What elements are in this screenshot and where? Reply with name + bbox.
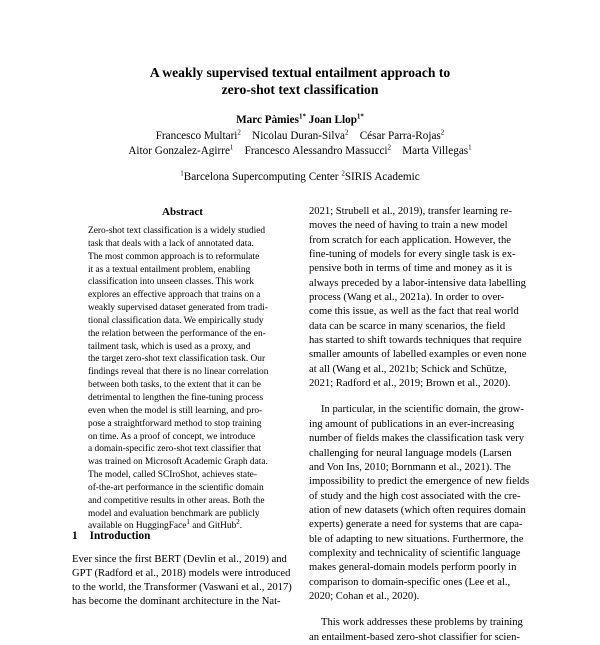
text-line: and Von Ins, 2010; Bornmann et al., 2021). The: [309, 461, 511, 473]
section-number: 1: [72, 530, 78, 542]
text-line: on time. As a proof of concept, we introduce: [88, 431, 256, 442]
author-sup: 1: [468, 143, 472, 152]
author-row-3: [40, 144, 560, 158]
text-line: at all (Wang et al., 2021b; Schick and Schütze,: [309, 363, 507, 375]
text-line: was trained on Microsoft Academic Graph data.: [88, 457, 268, 468]
author-name: Joan Llop: [308, 114, 357, 126]
section-title: Introduction: [89, 530, 151, 542]
text-line: data can be scarce in many scenarios, the field: [309, 320, 506, 332]
section-heading: [72, 530, 150, 542]
text-line: classification into unseen classes. This work: [88, 277, 254, 288]
text-line: makes general-domain models perform poorly in: [309, 562, 517, 574]
author-sup: 2: [387, 143, 392, 152]
text-line: ble of adapting to new situations. Furthermore, the: [309, 533, 524, 545]
author-sup: 1*: [356, 112, 364, 121]
abstract-body: [88, 225, 272, 533]
text-line: 2021; Strubell et al., 2019), transfer learning re-: [309, 206, 512, 217]
text-line: smaller amounts of labelled examples or even none: [309, 349, 527, 361]
footnote-marker: 1: [186, 518, 190, 527]
author-name: Francesco Alessandro Massucci: [244, 145, 388, 157]
text-line: has started to shift towards techniques that require: [309, 335, 522, 347]
text-line: comparison to domain-specific ones (Lee et al.,: [309, 576, 511, 588]
text-line: from scratch for each application. However, the: [309, 234, 511, 246]
intro-body: [72, 553, 297, 609]
text-line: weakly supervised dataset generated from tradi-: [88, 303, 268, 314]
author-name: Marta Villegas: [402, 145, 469, 157]
text-line: pose a straightforward method to stop training: [88, 418, 262, 429]
text-line: detrimental to lengthen the fine-tuning process: [88, 392, 264, 403]
text-line: In particular, in the scientific domain, the grow-: [321, 404, 524, 416]
author-name: César Parra-Rojas: [359, 130, 441, 142]
text-line: even when the model is still learning, and pro-: [88, 405, 263, 416]
text-line: The model, called SCIroShot, achieves state-: [88, 470, 257, 481]
affil-inst: SIRIS Academic: [344, 171, 420, 183]
text-line: complexity and technicality of scientific language: [309, 547, 521, 559]
author-sup: 1*: [298, 112, 306, 121]
affil-inst: Barcelona Supercomputing Center: [183, 171, 339, 183]
author-name: Nicolau Duran-Silva: [252, 130, 346, 142]
text-line: model and evaluation benchmark are publicly: [88, 508, 260, 519]
text-line: Ever since the first BERT (Devlin et al., 2019) and: [72, 554, 287, 565]
footnote-marker: 2: [236, 518, 240, 527]
author-row-2: [40, 129, 560, 143]
text-line: number of fields makes the classification task very: [309, 433, 525, 445]
text-line: come this issue, as well as the fact that real world: [309, 306, 519, 318]
text-line: of-the-art performance in the scientific domain: [88, 482, 264, 493]
author-sup: 1: [229, 143, 234, 152]
text-line: fine-tuning of models for every single task is ex-: [309, 249, 516, 261]
text-line: has become the dominant architecture in the Nat-: [72, 596, 281, 608]
text-line: process (Wang et al., 2021a). In order to over-: [309, 292, 505, 304]
text-line: task that deals with a lack of annotated data.: [88, 238, 254, 249]
text-line: an entailment-based zero-shot classifier for scien-: [309, 631, 520, 643]
text-line: between both tasks, to the extent that it can be: [88, 380, 261, 391]
text-line: ation of new datasets (which often requires domain: [309, 504, 526, 516]
text-line: always preceded by a labor-intensive data labelling: [309, 277, 526, 289]
paper-title-line-2: zero-shot text classification: [221, 82, 379, 97]
text-line: impossibility to predict the emergence of new fields: [309, 476, 530, 488]
text-line: moves the need of having to train a new model: [309, 220, 508, 232]
text-line: findings reveal that there is no linear correlation: [88, 367, 269, 378]
author-sup: 2: [345, 128, 349, 137]
right-column: [309, 205, 535, 645]
text-line: and competitive results in other areas. Both the: [88, 495, 265, 506]
author-sup: 2: [440, 128, 445, 137]
text-line: to the world, the Transformer (Vaswani et al., 2017): [72, 582, 292, 594]
text-line: This work addresses these problems by training: [321, 617, 523, 629]
text-line: challenging for neural language models (Larsen: [309, 447, 512, 459]
text-line: GPT (Radford et al., 2018) models were introduced: [72, 568, 291, 580]
text-line: tional classification data. We empirically study: [88, 315, 264, 326]
affil-sup: 2: [341, 169, 345, 178]
text-line: tailment task, which is used as a proxy, and: [88, 341, 251, 352]
abstract-heading: Abstract: [162, 206, 203, 218]
text-line: a domain-specific zero-shot text classifier that: [88, 444, 262, 455]
text-fragment: and GitHub: [189, 521, 237, 532]
text-line: it as a textual entailment problem, enabling: [88, 264, 251, 275]
text-line: 2021; Radford et al., 2019; Brown et al., 2020).: [309, 378, 511, 390]
author-sup: 2: [237, 128, 241, 137]
text-line: the target zero-shot text classification task. Our: [88, 354, 266, 365]
affil-sup: 1: [180, 169, 184, 178]
author-name: Marc Pàmies: [236, 114, 299, 126]
paper-title-line-1: A weakly supervised textual entailment approach to: [149, 65, 451, 80]
affiliations: [40, 170, 560, 184]
text-line: Zero-shot text classification is a widely studied: [88, 226, 266, 236]
text-line: the relation between the performance of the en-: [88, 328, 266, 339]
author-name: Francesco Multari: [155, 130, 238, 142]
text-line: ing amount of publications in an ever-increasing: [309, 418, 515, 430]
text-line: experts) generate a need for systems that are capa-: [309, 519, 523, 531]
text-line: pensive both in terms of time and money as it is: [309, 263, 513, 275]
author-row-1: [40, 113, 560, 127]
author-name: Aitor Gonzalez-Agirre: [128, 145, 230, 157]
text-line: of study and the high cost associated with the cre-: [309, 490, 521, 502]
text-line: explores an effective approach that trains on a: [88, 290, 261, 301]
text-fragment: available on HuggingFace: [88, 521, 187, 532]
text-fragment: .: [239, 521, 243, 532]
text-line: The most common approach is to reformulate: [88, 251, 260, 262]
text-line: 2020; Cohan et al., 2020).: [309, 590, 420, 602]
